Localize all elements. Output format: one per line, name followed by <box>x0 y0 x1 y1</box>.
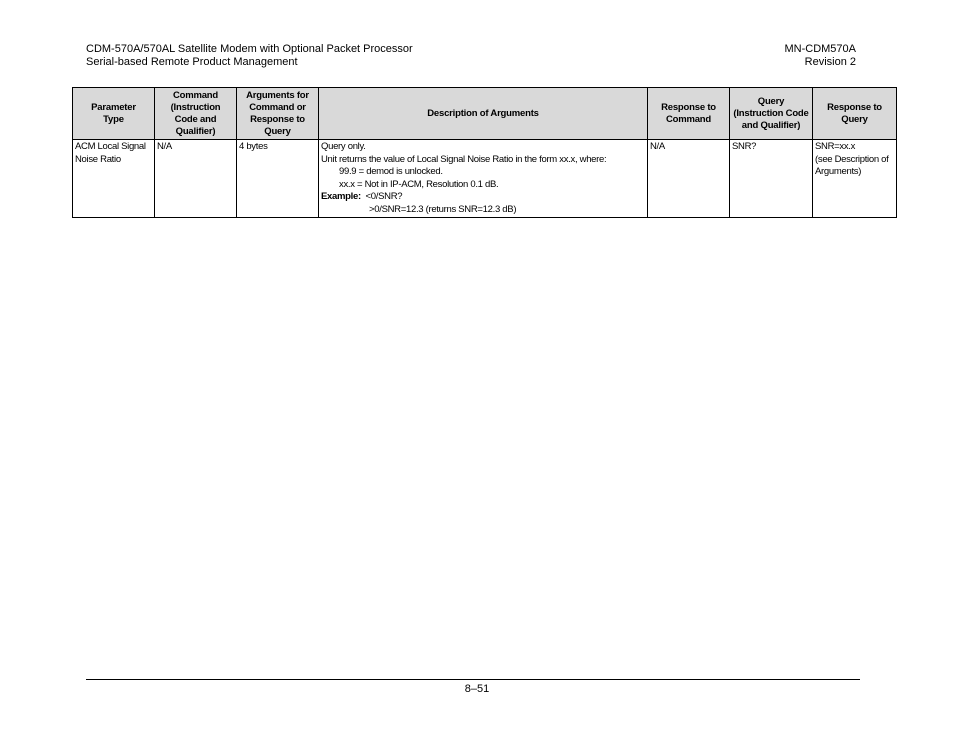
description-line: Unit returns the value of Local Signal Noise Ratio in the form xx.x, where: <box>321 153 607 165</box>
header-text: (Instruction Code <box>733 107 809 119</box>
cell-text: N/A <box>650 141 665 152</box>
header-text: and Qualifier) <box>741 119 801 131</box>
description-line: Query only. <box>321 141 366 152</box>
cell-parameter-type <box>73 140 155 218</box>
document-revision: Revision 2 <box>804 56 856 68</box>
cell-text: ACM Local Signal <box>75 141 146 152</box>
header-text: Code and <box>174 113 217 125</box>
cell-text: SNR? <box>732 141 757 152</box>
header-text: (Instruction <box>170 101 221 113</box>
header-text: Qualifier) <box>175 125 216 137</box>
header-text: Response to <box>827 101 882 113</box>
header-text: Parameter <box>91 101 136 113</box>
header-text: Description of Arguments <box>427 107 539 119</box>
cell-query <box>730 140 813 218</box>
description-line: xx.x = Not in IP-ACM, Resolution 0.1 dB. <box>339 178 499 190</box>
header-text: Query <box>264 125 291 137</box>
document-number: MN-CDM570A <box>784 43 856 55</box>
cell-text: (see Description of <box>815 153 889 165</box>
header-text: Query <box>757 95 785 107</box>
cell-text: 4 bytes <box>239 141 268 152</box>
cell-arguments <box>237 140 319 218</box>
header-response-to-query <box>813 88 897 140</box>
cell-response-to-query <box>813 140 897 218</box>
header-text: Command <box>172 89 219 101</box>
header-description <box>319 88 648 140</box>
example-line <box>321 191 645 204</box>
header-parameter-type <box>73 88 155 140</box>
cell-command <box>155 140 237 218</box>
header-command <box>155 88 237 140</box>
header-text: Response to <box>250 113 305 125</box>
description-line: 99.9 = demod is unlocked. <box>339 166 443 177</box>
cell-text: Noise Ratio <box>75 153 121 165</box>
header-text: Command <box>665 113 712 125</box>
header-query <box>730 88 813 140</box>
header-text: Arguments for <box>246 89 309 101</box>
header-text: Response to <box>661 101 716 113</box>
header-arguments <box>237 88 319 140</box>
cell-response-to-command <box>648 140 730 218</box>
header-text: Type <box>103 113 124 125</box>
document-section: Serial-based Remote Product Management <box>86 56 298 68</box>
table-header-row <box>73 88 897 140</box>
table-row <box>73 140 897 218</box>
cell-text: Arguments) <box>815 166 862 177</box>
cell-text: SNR=xx.x <box>815 141 856 152</box>
document-header-left <box>86 43 413 69</box>
document-title: CDM-570A/570AL Satellite Modem with Optional Packet Processor <box>86 43 413 55</box>
example-label: Example: <box>321 191 361 202</box>
header-text: Query <box>841 113 868 125</box>
header-text: Command or <box>249 101 306 113</box>
page-number: 8–51 <box>464 683 490 695</box>
example-response: >0/SNR=12.3 (returns SNR=12.3 dB) <box>369 203 517 215</box>
footer-rule <box>86 679 860 680</box>
command-table <box>72 87 897 218</box>
document-header-right <box>784 43 856 69</box>
cell-description <box>319 140 648 218</box>
example-query: <0/SNR? <box>365 191 403 202</box>
cell-text: N/A <box>157 141 172 152</box>
header-response-to-command <box>648 88 730 140</box>
